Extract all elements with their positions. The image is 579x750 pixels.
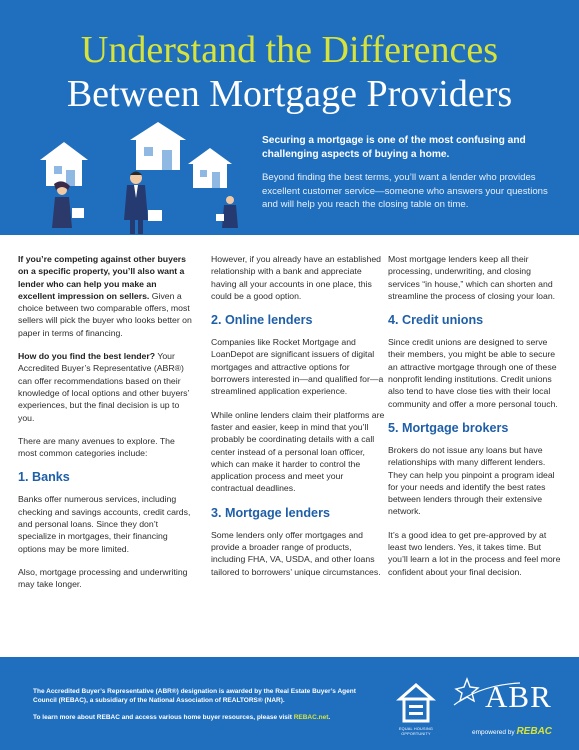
heading-online-lenders: 2. Online lenders [211, 313, 313, 328]
heading-mortgage-lenders: 3. Mortgage lenders [211, 505, 330, 520]
house-hunters-illustration [18, 120, 258, 235]
hero-banner [0, 0, 579, 235]
page-title-line1: Understand the Differences [80, 29, 499, 71]
bold-lead: How do you find the best lender? [18, 351, 156, 362]
empowered-by [472, 726, 552, 737]
house-icon-right [188, 148, 232, 188]
paragraph: Most mortgage lenders keep all their processing, underwriting, and closing services “in house,” which can shorten and streamline the process of closing your loan. [388, 254, 556, 301]
paragraph: There are many avenues to explore. The most common categories include: [18, 435, 175, 459]
footer-disclaimer: The Accredited Buyer’s Representative (ABR®) designation is awarded by the Real Estate Buyer’s Agent Council (REBAC), a subsidiary of the National Association of REALTORS® (NAR). [33, 688, 356, 704]
heading-mortgage-brokers: 5. Mortgage brokers [388, 420, 509, 435]
column-3 [388, 253, 562, 589]
bold-lead: If you’re competing against other buyers on a specific property, you’ll also want a lender who can help you make an excellent impression on sellers. [18, 254, 186, 301]
paragraph: Also, mortgage processing and underwriting may take longer. [18, 566, 188, 590]
rebac-link[interactable]: REBAC.net [293, 714, 329, 721]
paragraph: Since credit unions are designed to serve their members, you might be able to secure an attractive mortgage through one of these nonprofit lending institutions. Credit unions also tend to have close ties with their local community and offer a more personal touch. [388, 337, 558, 409]
intro-lead: Securing a mortgage is one of the most confusing and challenging aspects of buying a home. [262, 135, 526, 160]
woman-figure-icon [52, 181, 84, 228]
paragraph: Brokers do not issue any loans but have relationships with many different lenders. They can help you pinpoint a program ideal for your needs and identify the best rates between lenders through their extensive network. [388, 444, 555, 517]
paragraph: Banks offer numerous services, including checking and savings accounts, credit cards, and personal loans. Since they don’t specialize in mortgages, their financing options may be more limited. [18, 494, 191, 554]
abr-logo-text: ABR [485, 679, 552, 714]
paragraph: Some lenders only offer mortgages and provide a broader range of products, including FHA, VA, USDA, and other loans tailored to borrowers’ unique circumstances. [211, 529, 381, 577]
paragraph: However, if you already have an established relationship with a bank and appreciate having all your accounts in one place, this could be a good option. [211, 254, 381, 301]
page-title-line2: Between Mortgage Providers [66, 73, 513, 115]
footer-text: To learn more about REBAC and access various home buyer resources, please visit [33, 714, 294, 721]
rebac-logo-text: REBAC [516, 726, 553, 737]
text: Given a choice between two comparable offers, most sellers will pick the buyer who looks better on paper in terms of financing. [18, 290, 192, 338]
footer-learn-more [33, 713, 373, 722]
paragraph: Companies like Rocket Mortgage and LoanDepot are significant issuers of digital mortgages and attractive options for borrowers interested in—and qualified for—a streamlined application experience. [211, 337, 384, 397]
equal-housing-icon [396, 677, 436, 729]
paragraph: It’s a good idea to get pre-approved by at least two lenders. Yes, it takes time. But you’ll learn a lot in the process and feel more confident about your final decision. [388, 529, 561, 577]
column-1 [18, 253, 192, 602]
paragraph: While online lenders claim their platforms are faster and easier, keep in mind that you’ll probably be coordinating details with a call center instead of a personal loan officer, which can make it harder to control the application process and meet your contractual deadlines. [211, 409, 385, 494]
footer-text: . [328, 714, 331, 721]
intro-body: Beyond finding the best terms, you’ll want a lender who provides excellent customer service—someone who answers your questions and will help you reach the closing table on time. [262, 172, 548, 210]
text: Your Accredited Buyer’s Representative (ABR®) can offer recommendations based on their knowledge of local options and other buyers’ experiences, but the final decision is up to you. [18, 351, 190, 423]
paragraph [18, 350, 192, 424]
paragraph [18, 253, 192, 339]
empowered-label: empowered by [472, 729, 515, 736]
footer [0, 657, 579, 750]
house-icon-center [130, 122, 186, 170]
column-2 [211, 253, 385, 589]
agent-figure-icon [216, 196, 238, 228]
intro-block [262, 134, 562, 212]
man-figure-icon [124, 172, 162, 235]
house-icon-left [40, 142, 88, 186]
eho-label: EQUAL HOUSING OPPORTUNITY [398, 727, 434, 736]
heading-credit-unions: 4. Credit unions [388, 313, 484, 328]
heading-banks: 1. Banks [18, 470, 70, 485]
